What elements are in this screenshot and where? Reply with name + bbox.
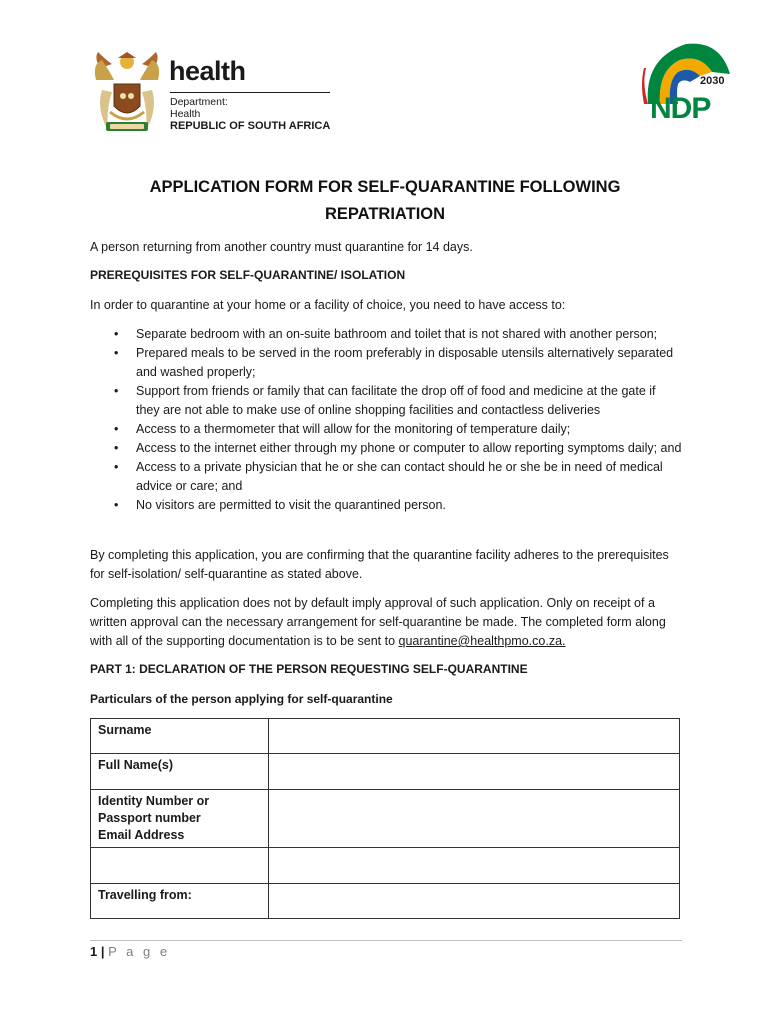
- prerequisites-list: [90, 325, 682, 515]
- email-row-label-cell: [91, 848, 269, 884]
- travelling-from-field[interactable]: [269, 884, 680, 919]
- table-row: [91, 790, 680, 848]
- bullet-icon: •: [114, 441, 119, 455]
- intro-text: A person returning from another country must quarantine for 14 days.: [90, 240, 473, 254]
- prerequisites-heading: PREREQUISITES FOR SELF-QUARANTINE/ ISOLATION: [90, 268, 406, 282]
- coat-of-arms-icon: [92, 50, 162, 140]
- bullet-icon: •: [114, 384, 119, 398]
- list-item: • Access to the internet either through my phone or computer to allow reporting symptoms daily; and: [90, 439, 682, 458]
- page-footer: [90, 944, 170, 959]
- page-number: 1: [90, 944, 98, 959]
- full-names-label: Full Name(s): [91, 754, 269, 790]
- list-item: • Separate bedroom with an on-suite bathroom and toilet that is not shared with another person;: [90, 325, 682, 344]
- bullet-icon: •: [114, 346, 119, 360]
- ndp-year: 2030: [700, 75, 725, 87]
- list-item: • Access to a thermometer that will allow for the monitoring of temperature daily;: [90, 420, 682, 439]
- form-title: [90, 174, 680, 228]
- footer-separator: |: [100, 944, 105, 959]
- bullet-icon: •: [114, 460, 119, 474]
- bullet-icon: •: [114, 498, 119, 512]
- email-address-field[interactable]: [269, 848, 680, 884]
- list-item: • Prepared meals to be served in the room preferably in disposable utensils alternatively separated and washed properly;: [114, 346, 674, 379]
- email-address-label: Email Address: [98, 828, 185, 842]
- form-title-line-1: APPLICATION FORM FOR SELF-QUARANTINE FOLLOWING: [149, 178, 621, 196]
- table-row: [91, 754, 680, 790]
- id-passport-label: Identity Number or Passport number Email Address: [91, 790, 269, 848]
- list-item: • Access to a private physician that he or she can contact should he or she be in need of medical advice or care; and: [114, 460, 663, 493]
- surname-label: Surname: [91, 719, 269, 754]
- bullet-icon: •: [114, 327, 119, 341]
- ndp-2030-logo: [640, 38, 732, 120]
- surname-field[interactable]: [269, 719, 680, 754]
- health-wordmark: health: [169, 56, 246, 86]
- footer-divider: [90, 940, 682, 941]
- list-item: • No visitors are permitted to visit the quarantined person.: [90, 496, 682, 515]
- id-passport-field[interactable]: [269, 790, 680, 848]
- table-row: [91, 848, 680, 884]
- country-name: REPUBLIC OF SOUTH AFRICA: [170, 120, 331, 132]
- prerequisites-intro: In order to quarantine at your home or a facility of choice, you need to have access to:: [90, 298, 566, 312]
- department-name: Health: [170, 108, 201, 120]
- list-item: • Support from friends or family that can facilitate the drop off of food and medicine at the gate if they are not able to make use of online shopping facilities and contactless deliveries: [114, 384, 656, 417]
- table-row: [91, 884, 680, 919]
- form-title-line-2: REPATRIATION: [324, 205, 446, 223]
- particulars-heading: Particulars of the person applying for self-quarantine: [90, 692, 393, 706]
- full-names-field[interactable]: [269, 754, 680, 790]
- confirmation-paragraph: By completing this application, you are confirming that the quarantine facility adheres to the prerequisites for self-isolation/ self-quarantine as stated above.: [90, 548, 669, 581]
- table-row: [91, 719, 680, 754]
- applicant-particulars-table: [90, 718, 680, 919]
- page-word: P a g e: [108, 944, 171, 959]
- email-link[interactable]: quarantine@healthpmo.co.za.: [398, 634, 566, 648]
- approval-paragraph: Completing this application does not by default imply approval of such application. Only on receipt of a written approval can the necessary arrangement for self-quarantine be made. The completed form along with all of the supporting documentation is to be sent to quarantine@healthpmo.co.za.: [90, 596, 666, 648]
- part-1-heading: PART 1: DECLARATION OF THE PERSON REQUESTING SELF-QUARANTINE: [90, 662, 528, 676]
- travelling-from-label: Travelling from:: [91, 884, 269, 919]
- ndp-wordmark: NDP: [650, 92, 711, 120]
- department-label: Department:: [170, 96, 228, 108]
- logo-divider: [170, 92, 330, 93]
- bullet-icon: •: [114, 422, 119, 436]
- department-of-health-logo: [92, 50, 337, 142]
